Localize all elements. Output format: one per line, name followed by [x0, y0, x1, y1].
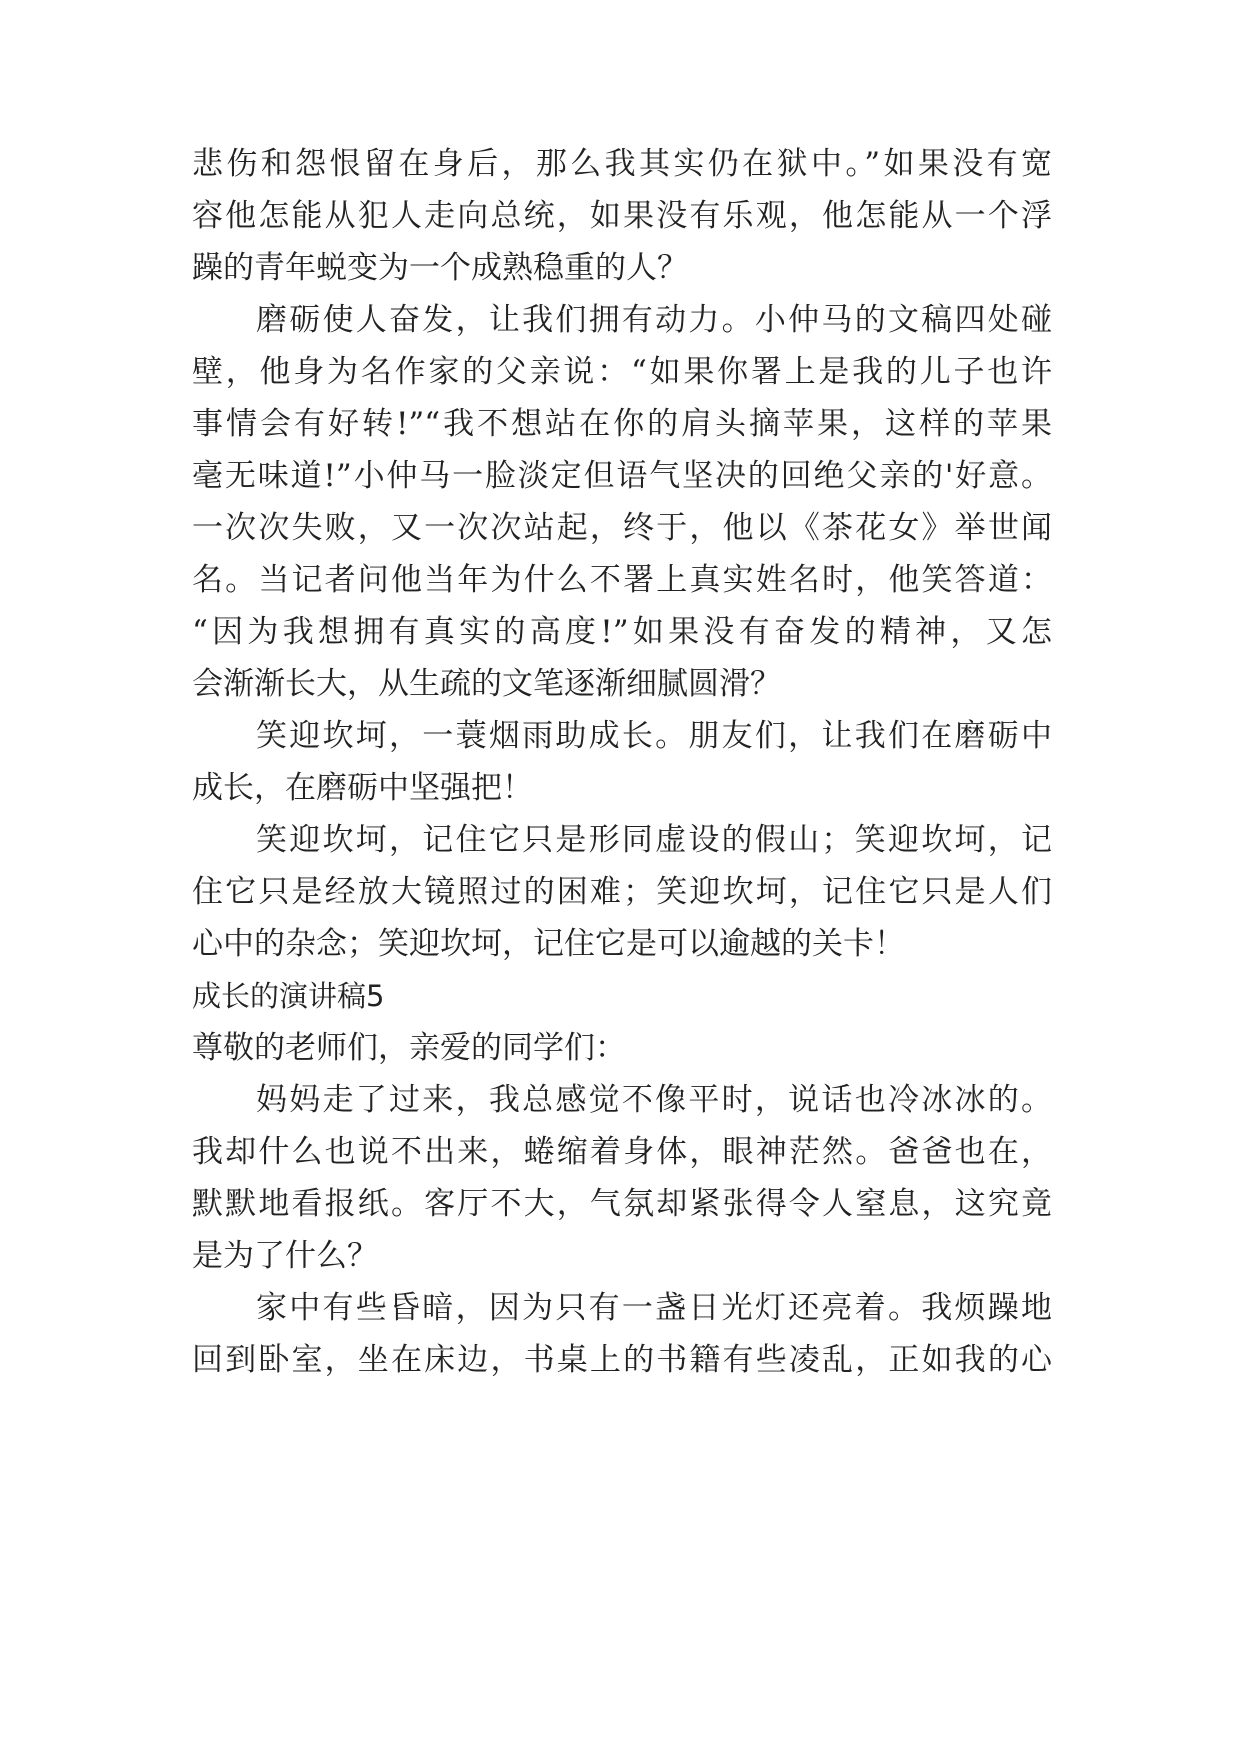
text-line: 会渐渐长大，从生疏的文笔逐渐细腻圆滑？ [192, 666, 781, 702]
text-line: 躁的青年蜕变为一个成熟稳重的人？ [192, 250, 688, 286]
paragraph-first-line: 笑迎坎坷，记住它只是形同虚设的假山；笑迎坎坷，记 [256, 822, 1052, 858]
text-line: 事情会有好转!”“我不想站在你的肩头摘苹果，这样的苹果 [192, 406, 1052, 442]
paragraph-first-line: 家中有些昏暗，因为只有一盏日光灯还亮着。我烦躁地 [256, 1290, 1052, 1326]
text-line: 心中的杂念；笑迎坎坷，记住它是可以逾越的关卡！ [192, 926, 905, 962]
text-line: 住它只是经放大镜照过的困难；笑迎坎坷，记住它只是人们 [192, 874, 1052, 910]
text-line: 悲伤和怨恨留在身后，那么我其实仍在狱中。”如果没有宽 [192, 146, 1052, 182]
paragraph-first-line: 磨砺使人奋发，让我们拥有动力。小仲马的文稿四处碰 [256, 302, 1052, 338]
text-line: 毫无味道!”小仲马一脸淡定但语气坚决的回绝父亲的'好意。 [192, 458, 1052, 494]
text-line: “因为我想拥有真实的高度!”如果没有奋发的精神，又怎 [192, 614, 1052, 650]
text-line: 是为了什么？ [192, 1238, 378, 1274]
text-line: 默默地看报纸。客厅不大，气氛却紧张得令人窒息，这究竟 [192, 1186, 1052, 1222]
paragraph-first-line: 笑迎坎坷，一蓑烟雨助成长。朋友们，让我们在磨砺中 [256, 718, 1052, 754]
text-line: 成长，在磨砺中坚强把！ [192, 770, 533, 806]
salutation: 尊敬的老师们，亲爱的同学们： [192, 1030, 626, 1066]
paragraph-first-line: 妈妈走了过来，我总感觉不像平时，说话也冷冰冰的。 [256, 1082, 1052, 1118]
text-line: 名。当记者问他当年为什么不署上真实姓名时，他笑答道： [192, 562, 1052, 598]
text-line: 容他怎能从犯人走向总统，如果没有乐观，他怎能从一个浮 [192, 198, 1052, 234]
document-page [192, 138, 1052, 1386]
text-line: 壁，他身为名作家的父亲说：“如果你署上是我的儿子也许 [192, 354, 1052, 390]
section-heading: 成长的演讲稿5 [192, 979, 385, 1013]
text-line: 一次次失败，又一次次站起，终于，他以《茶花女》举世闻 [192, 510, 1052, 546]
text-line: 回到卧室，坐在床边，书桌上的书籍有些凌乱，正如我的心 [192, 1342, 1052, 1378]
text-line: 我却什么也说不出来，蜷缩着身体，眼神茫然。爸爸也在， [192, 1134, 1052, 1170]
